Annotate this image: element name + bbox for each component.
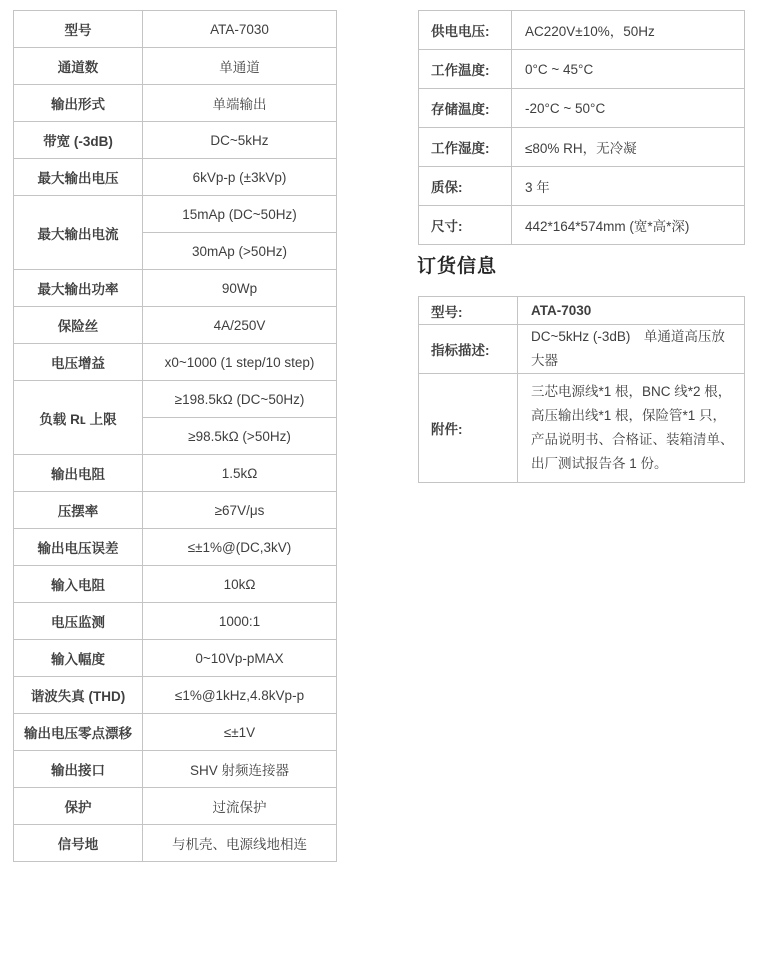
order-info-row-value-cell: DC~5kHz (-3dB) 单通道高压放大器 [518,325,745,374]
order-info-row [419,297,745,325]
order-info-row-label-cell: 指标描述: [419,325,518,374]
env-spec-row-value-cell: 3 年 [512,167,745,206]
main-spec-table [13,10,337,862]
spec-label-cell: 输入幅度 [14,640,143,677]
spec-row [14,492,337,529]
spec-value-cell: 15mAp (DC~50Hz) [143,196,337,233]
spec-label-cell: 输出电压零点漂移 [14,714,143,751]
spec-label-cell: 谐波失真 (THD) [14,677,143,714]
env-spec-row-value-cell: -20°C ~ 50°C [512,89,745,128]
spec-value-cell: ≥198.5kΩ (DC~50Hz) [143,381,337,418]
spec-value-cell: 单端输出 [143,85,337,122]
spec-row [14,566,337,603]
env-spec-row-value-cell: 442*164*574mm (宽*高*深) [512,206,745,245]
env-spec-row [419,50,745,89]
spec-value-cell: 0~10Vp-pMAX [143,640,337,677]
spec-row [14,307,337,344]
spec-row [14,344,337,381]
spec-row [14,122,337,159]
spec-value-cell: 过流保护 [143,788,337,825]
env-spec-row [419,11,745,50]
spec-value-cell: ≥67V/μs [143,492,337,529]
spec-value-cell: DC~5kHz [143,122,337,159]
spec-label-cell: 最大输出功率 [14,270,143,307]
spec-row [14,381,337,418]
spec-value-cell: 90Wp [143,270,337,307]
spec-value-cell: 单通道 [143,48,337,85]
spec-row [14,714,337,751]
spec-value-cell: ≤±1%@(DC,3kV) [143,529,337,566]
spec-label-cell: 输出电阻 [14,455,143,492]
spec-value-cell: 1.5kΩ [143,455,337,492]
spec-value-cell: ATA-7030 [143,11,337,48]
spec-row [14,159,337,196]
order-info-row-label-cell: 型号: [419,297,518,325]
spec-row [14,529,337,566]
spec-row [14,11,337,48]
spec-label-cell: 通道数 [14,48,143,85]
spec-value-cell: 4A/250V [143,307,337,344]
spec-label-cell: 带宽 (-3dB) [14,122,143,159]
spec-row [14,788,337,825]
spec-label-cell: 输出形式 [14,85,143,122]
env-spec-row-value-cell: AC220V±10%，50Hz [512,11,745,50]
env-spec-row [419,206,745,245]
env-spec-row-value-cell: 0°C ~ 45°C [512,50,745,89]
spec-row [14,677,337,714]
spec-value-cell: 10kΩ [143,566,337,603]
env-spec-row-label-cell: 供电电压: [419,11,512,50]
env-spec-row-label-cell: 尺寸: [419,206,512,245]
spec-value-cell: 与机壳、电源线地相连 [143,825,337,862]
spec-value-cell: ≤±1V [143,714,337,751]
spec-row [14,270,337,307]
spec-label-cell: 负载 Rʟ 上限 [14,381,143,455]
spec-value-cell: 6kVp-p (±3kVp) [143,159,337,196]
env-spec-row-label-cell: 存储温度: [419,89,512,128]
order-info-row-value-cell: 三芯电源线*1 根，BNC 线*2 根，高压输出线*1 根，保险管*1 只，产品说明书、合格证、装箱清单、出厂测试报告各 1 份。 [518,374,745,483]
order-info-row-value-cell: ATA-7030 [518,297,745,325]
spec-row [14,85,337,122]
env-spec-row [419,167,745,206]
spec-row [14,751,337,788]
spec-label-cell: 信号地 [14,825,143,862]
spec-label-cell: 最大输出电流 [14,196,143,270]
order-info-row [419,374,745,483]
spec-row [14,640,337,677]
spec-label-cell: 输出接口 [14,751,143,788]
order-info-row [419,325,745,374]
spec-value-cell: ≥98.5kΩ (>50Hz) [143,418,337,455]
spec-row [14,825,337,862]
env-spec-row-label-cell: 工作湿度: [419,128,512,167]
env-spec-row-value-cell: ≤80% RH，无冷凝 [512,128,745,167]
spec-label-cell: 最大输出电压 [14,159,143,196]
spec-label-cell: 输入电阻 [14,566,143,603]
env-spec-row [419,89,745,128]
spec-value-cell: x0~1000 (1 step/10 step) [143,344,337,381]
spec-value-cell: SHV 射频连接器 [143,751,337,788]
order-info-table [418,296,745,483]
spec-label-cell: 电压监测 [14,603,143,640]
spec-label-cell: 保险丝 [14,307,143,344]
env-spec-row [419,128,745,167]
spec-row [14,603,337,640]
order-info-heading: 订货信息 [417,256,498,277]
spec-row [14,48,337,85]
env-spec-row-label-cell: 工作温度: [419,50,512,89]
spec-row [14,455,337,492]
spec-label-cell: 电压增益 [14,344,143,381]
spec-label-cell: 保护 [14,788,143,825]
spec-value-cell: 30mAp (>50Hz) [143,233,337,270]
spec-label-cell: 输出电压误差 [14,529,143,566]
env-spec-row-label-cell: 质保: [419,167,512,206]
spec-label-cell: 压摆率 [14,492,143,529]
spec-row [14,196,337,233]
spec-label-cell: 型号 [14,11,143,48]
spec-value-cell: ≤1%@1kHz,4.8kVp-p [143,677,337,714]
order-info-row-label-cell: 附件: [419,374,518,483]
environment-spec-table [418,10,745,245]
spec-value-cell: 1000:1 [143,603,337,640]
